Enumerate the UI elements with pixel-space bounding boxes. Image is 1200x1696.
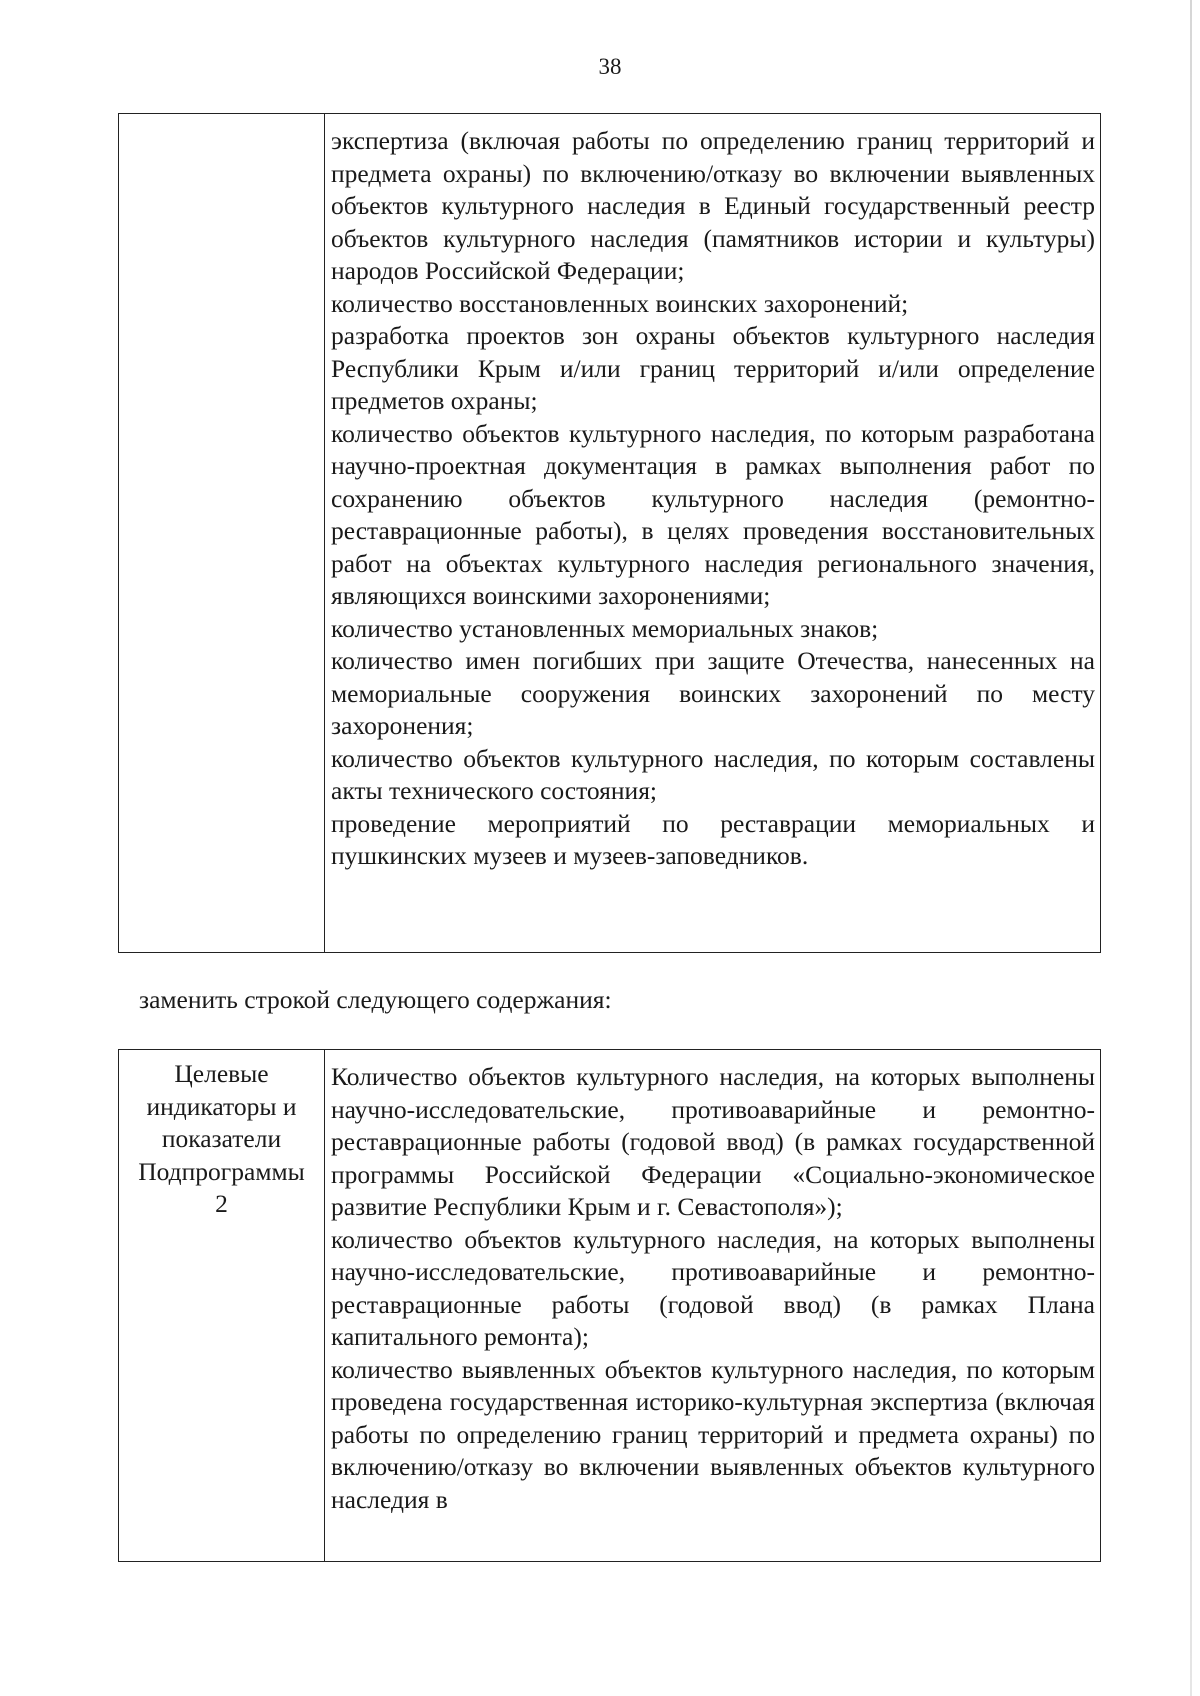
continued-table [118, 113, 1101, 953]
list-item: количество объектов культурного наследия, по которым составлены акты технического состояния; [331, 743, 1095, 805]
row-label-line: индикаторы и [146, 1091, 297, 1121]
replace-instruction: заменить строкой следующего содержания: [139, 985, 612, 1014]
table-row [119, 1050, 1101, 1562]
list-item: количество выявленных объектов культурного наследия, по которым проведена государственная историко-культурная экспертиза (включая работы по определению границ территорий и предмета охраны) по включению/отказу во включении выявленных объектов культурного наследия в [331, 1354, 1095, 1514]
list-item: количество установленных мемориальных знаков; [331, 613, 879, 643]
list-item: экспертиза (включая работы по определению границ территорий и предмета охраны) по включению/отказу во включении выявленных объектов культурного наследия в Единый государственный реестр объектов культурного наследия (памятников истории и культуры) народов Российской Федерации; [331, 126, 1095, 285]
list-item: количество восстановленных воинских захоронений; [331, 288, 909, 318]
list-item: количество имен погибших при защите Отечества, нанесенных на мемориальные сооружения воинских захоронений по месту захоронения; [331, 646, 1095, 740]
page-number: 38 [598, 54, 622, 79]
table-row [119, 114, 1101, 953]
replacement-table [118, 1049, 1101, 1562]
row-label-cell [119, 1050, 325, 1562]
scan-edge-line [1190, 0, 1192, 1696]
list-item: проведение мероприятий по реставрации мемориальных и пушкинских музеев и музеев-заповедников. [331, 808, 1095, 870]
row-label-line: Целевые [174, 1059, 269, 1088]
row-label-line: показатели [161, 1124, 282, 1153]
row-label-line: Подпрограммы [138, 1156, 305, 1186]
row-label-line: 2 [215, 1189, 228, 1218]
list-item: количество объектов культурного наследия, на которых выполнены научно-исследовательские, противоаварийные и ремонтно-реставрационные работы (годовой ввод) (в рамках Плана капитального ремонта); [331, 1224, 1095, 1351]
indicators-cell [325, 1050, 1101, 1562]
indicators-cell [325, 114, 1101, 953]
list-item: разработка проектов зон охраны объектов культурного наследия Республики Крым и/или границ территорий и/или определение предметов охраны; [331, 321, 1095, 415]
list-item: количество объектов культурного наследия, по которым разработана научно-проектная документация в рамках выполнения работ по сохранению объектов культурного наследия (ремонтно-реставрационные работы), в целях проведения восстановительных работ на объектах культурного наследия регионального значения, являющихся воинскими захоронениями; [331, 418, 1095, 610]
label-cell-empty [119, 114, 325, 953]
list-item: Количество объектов культурного наследия, на которых выполнены научно-исследовательские, противоаварийные и ремонтно-реставрационные работы (годовой ввод) (в рамках государственной программы Российской Федерации «Социально-экономическое развитие Республики Крым и г. Севастополя»); [331, 1062, 1095, 1221]
